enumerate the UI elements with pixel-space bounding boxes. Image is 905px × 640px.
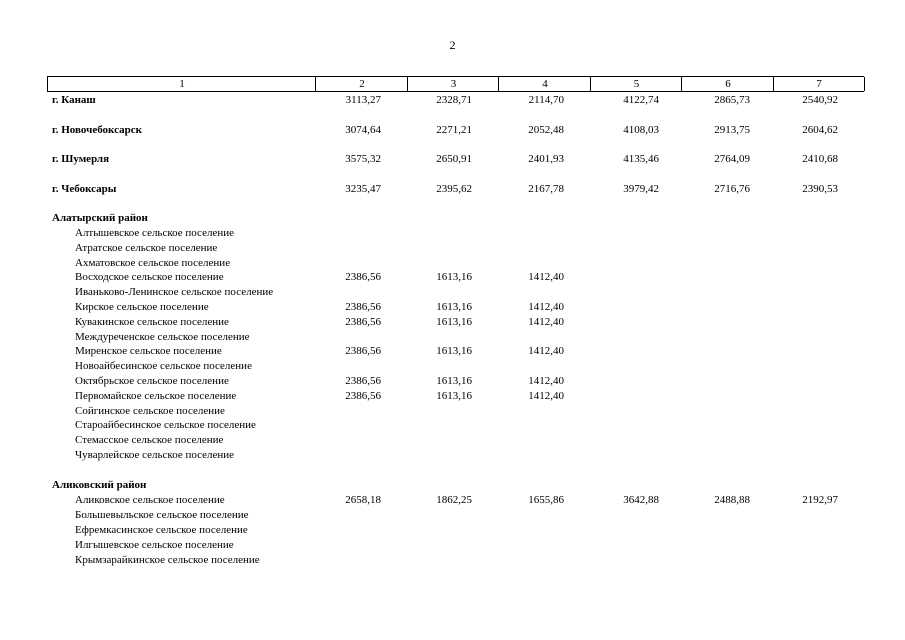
settlement-name: Сойгинское сельское поселение: [75, 405, 225, 417]
cell-col-2: 2386,56: [345, 345, 381, 357]
settlement-name: Илгышевское сельское поселение: [75, 539, 234, 551]
table-row: [0, 374, 905, 388]
settlement-name: Новоайбесинское сельское поселение: [75, 360, 252, 372]
cell-col-3: 2395,62: [436, 183, 472, 195]
column-header-1: 1: [47, 77, 316, 91]
settlement-name: Кирское сельское поселение: [75, 301, 209, 313]
settlement-name: Стемасское сельское поселение: [75, 434, 224, 446]
cell-col-5: 4135,46: [623, 153, 659, 165]
table-row: [0, 433, 905, 447]
cell-col-3: 2650,91: [436, 153, 472, 165]
settlement-name: Иваньково-Ленинское сельское поселение: [75, 286, 274, 298]
cell-col-4: 1412,40: [528, 301, 564, 313]
cell-col-2: 2386,56: [345, 316, 381, 328]
cell-col-2: 2386,56: [345, 375, 381, 387]
cell-col-4: 1655,86: [528, 494, 564, 506]
column-header-4: 4: [498, 77, 591, 91]
cell-col-6: 2913,75: [714, 124, 750, 136]
column-header-7: 7: [773, 77, 865, 91]
group-name: г. Канаш: [52, 94, 96, 106]
cell-col-3: 1862,25: [436, 494, 472, 506]
settlement-name: Первомайское сельское поселение: [75, 390, 237, 402]
cell-col-6: 2716,76: [714, 183, 750, 195]
cell-col-3: 1613,16: [436, 271, 472, 283]
table-row: [0, 478, 905, 492]
table-row: [0, 270, 905, 284]
settlement-name: Междуреченское сельское поселение: [75, 331, 250, 343]
table-header: [47, 76, 864, 92]
settlement-name: Большевыльское сельское поселение: [75, 509, 249, 521]
table-row: [0, 538, 905, 552]
table-row: [0, 330, 905, 344]
table-row: [0, 508, 905, 522]
settlement-name: Атратское сельское поселение: [75, 242, 218, 254]
cell-col-5: 4108,03: [623, 124, 659, 136]
cell-col-6: 2865,73: [714, 94, 750, 106]
settlement-name: Алтышевское сельское поселение: [75, 227, 234, 239]
cell-col-2: 3113,27: [345, 94, 381, 106]
cell-col-2: 3575,32: [345, 153, 381, 165]
table-row: [0, 211, 905, 225]
cell-col-6: 2488,88: [714, 494, 750, 506]
settlement-name: Кувакинское сельское поселение: [75, 316, 229, 328]
cell-col-7: 2540,92: [802, 94, 838, 106]
column-header-6: 6: [681, 77, 774, 91]
settlement-name: Староайбесинское сельское поселение: [75, 419, 256, 431]
cell-col-4: 2052,48: [528, 124, 564, 136]
table-row: [0, 493, 905, 507]
settlement-name: Октябрьское сельское поселение: [75, 375, 229, 387]
cell-col-2: 2386,56: [345, 390, 381, 402]
cell-col-3: 1613,16: [436, 390, 472, 402]
cell-col-4: 2114,70: [528, 94, 564, 106]
cell-col-2: 2386,56: [345, 301, 381, 313]
cell-col-2: 2386,56: [345, 271, 381, 283]
settlement-name: Миренское сельское поселение: [75, 345, 222, 357]
table-row: [0, 553, 905, 567]
page-number: 2: [449, 38, 456, 52]
table-row: [0, 389, 905, 403]
cell-col-5: 3979,42: [623, 183, 659, 195]
cell-col-7: 2192,97: [802, 494, 838, 506]
group-name: г. Чебоксары: [52, 183, 117, 195]
table-row: [0, 418, 905, 432]
cell-col-3: 1613,16: [436, 301, 472, 313]
settlement-name: Аликовское сельское поселение: [75, 494, 225, 506]
table-row: [0, 300, 905, 314]
cell-col-4: 2167,78: [528, 183, 564, 195]
cell-col-2: 2658,18: [345, 494, 381, 506]
cell-col-3: 2328,71: [436, 94, 472, 106]
table-row: [0, 93, 905, 107]
cell-col-4: 1412,40: [528, 345, 564, 357]
cell-col-4: 1412,40: [528, 316, 564, 328]
cell-col-3: 2271,21: [436, 124, 472, 136]
table-row: [0, 241, 905, 255]
table-row: [0, 285, 905, 299]
cell-col-7: 2604,62: [802, 124, 838, 136]
cell-col-4: 1412,40: [528, 375, 564, 387]
cell-col-3: 1613,16: [436, 375, 472, 387]
cell-col-2: 3074,64: [345, 124, 381, 136]
table-row: [0, 448, 905, 462]
table-row: [0, 152, 905, 166]
column-header-5: 5: [590, 77, 682, 91]
table-row: [0, 256, 905, 270]
cell-col-7: 2410,68: [802, 153, 838, 165]
table-row: [0, 226, 905, 240]
cell-col-4: 1412,40: [528, 271, 564, 283]
cell-col-4: 2401,93: [528, 153, 564, 165]
table-row: [0, 344, 905, 358]
group-name: Аликовский район: [52, 479, 147, 491]
settlement-name: Восходское сельское поселение: [75, 271, 224, 283]
cell-col-5: 3642,88: [623, 494, 659, 506]
table-row: [0, 404, 905, 418]
column-header-3: 3: [407, 77, 499, 91]
table-row: [0, 359, 905, 373]
table-row: [0, 123, 905, 137]
settlement-name: Ефремкасинское сельское поселение: [75, 524, 248, 536]
group-name: г. Шумерля: [52, 153, 110, 165]
settlement-name: Ахматовское сельское поселение: [75, 257, 231, 269]
table-row: [0, 182, 905, 196]
cell-col-5: 4122,74: [623, 94, 659, 106]
group-name: Алатырский район: [52, 212, 148, 224]
settlement-name: Крымзарайкинское сельское поселение: [75, 554, 260, 566]
cell-col-7: 2390,53: [802, 183, 838, 195]
cell-col-6: 2764,09: [714, 153, 750, 165]
column-header-2: 2: [315, 77, 408, 91]
cell-col-3: 1613,16: [436, 316, 472, 328]
cell-col-3: 1613,16: [436, 345, 472, 357]
group-name: г. Новочебоксарск: [52, 124, 142, 136]
cell-col-4: 1412,40: [528, 390, 564, 402]
table-row: [0, 523, 905, 537]
cell-col-2: 3235,47: [345, 183, 381, 195]
table-row: [0, 315, 905, 329]
settlement-name: Чуварлейское сельское поселение: [75, 449, 235, 461]
